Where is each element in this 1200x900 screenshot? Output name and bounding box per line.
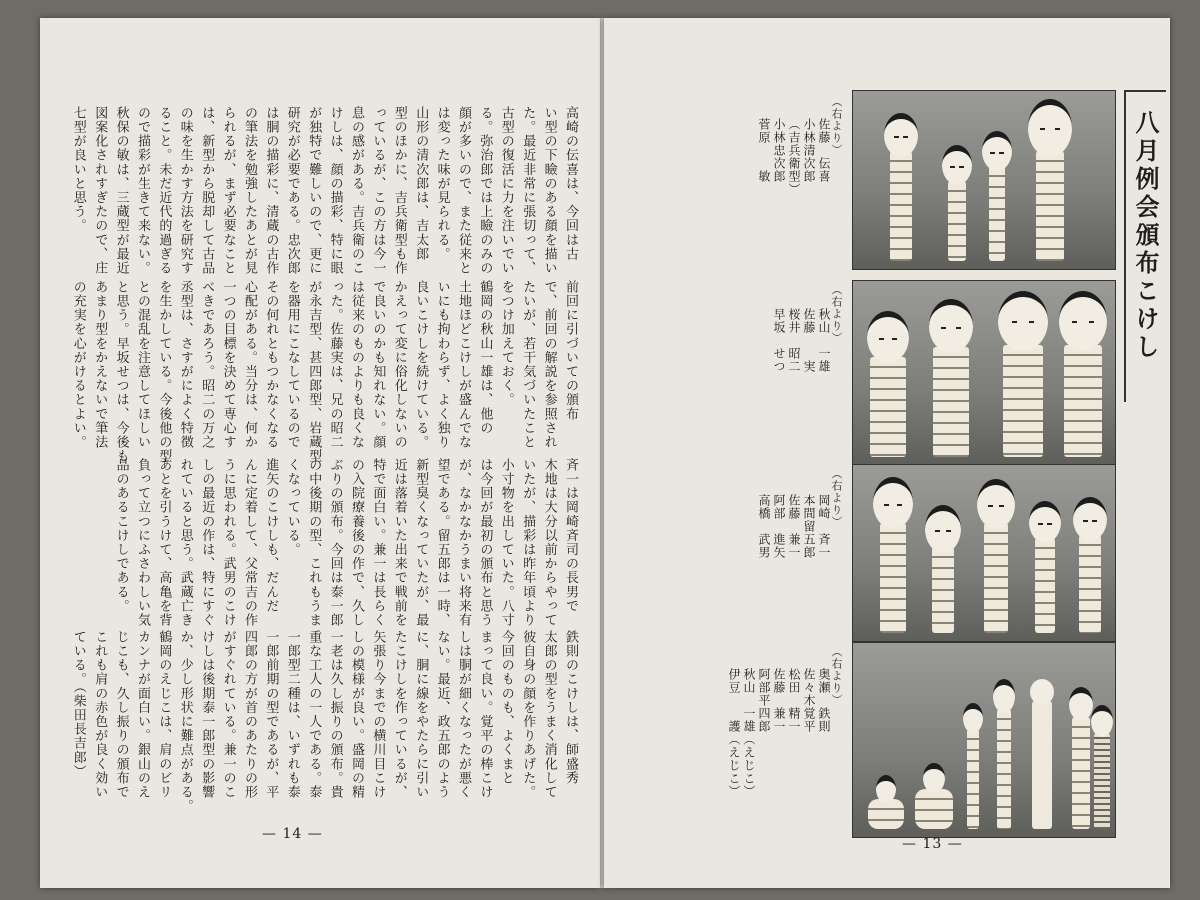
text-column: 一郎型二種は、いずれも泰 <box>284 630 300 800</box>
text-column: と思う。早坂せつは、今後も <box>113 280 129 464</box>
text-column: が永吉型、甚四郎型、岩蔵型 <box>306 280 322 464</box>
photo-caption-name: 本間留五郎 <box>802 494 816 559</box>
text-column: ぶりの頒布。今回は泰一郎 <box>327 458 343 628</box>
from-right-label: （右より） <box>830 468 843 528</box>
text-column: しは胴が細くなったが悪く <box>456 630 471 800</box>
text-column: これも肩の赤色が良く効い <box>92 630 108 800</box>
photo-caption-name: 佐藤 兼一 <box>772 668 786 733</box>
text-column: は変った味が見られる。 <box>434 106 450 262</box>
article-title: 八月例会頒布こけし <box>1131 110 1159 362</box>
text-column: かえって変に俗化しないの <box>391 280 407 450</box>
photo-caption-name: 菅原 敏 <box>757 118 771 183</box>
kokeshi-photo-1 <box>852 90 1116 270</box>
text-column: 秋保の敏は、三蔵型が最近 <box>113 106 129 276</box>
text-column: っているが、この方は今一 <box>370 106 386 276</box>
text-column: 負って立つにふさわしい気 <box>135 458 150 628</box>
photo-caption-name: 小林忠次郎 <box>772 118 786 183</box>
text-column: 鶴岡のえじこは、肩のビリ <box>156 630 172 800</box>
text-column: 特で面白い。兼一は長らく <box>370 458 386 628</box>
kokeshi-figure <box>939 141 975 261</box>
kokeshi-photo-3 <box>852 464 1116 642</box>
text-column: をつけ加えておく。 <box>498 280 514 407</box>
text-column: は今回が最初の頒布と思う <box>477 458 493 628</box>
kokeshi-figure <box>1091 699 1113 829</box>
photo-caption-name: 松田 精一 <box>787 668 801 733</box>
photo-caption-name: 秋山 一雄 <box>817 308 831 373</box>
kokeshi-figure <box>925 297 977 457</box>
text-column: れていると思う。武蔵亡き <box>177 458 193 628</box>
text-column: 木地は大分以前からやって <box>541 458 557 628</box>
photo-caption-name: 阿部 進矢 <box>772 494 786 559</box>
text-column: 息の感がある。吉兵衛のこ <box>349 106 364 276</box>
text-column: 心配がある。当分は、何か <box>242 280 257 450</box>
text-column: 高崎の伝喜は、今回は古 <box>563 106 578 262</box>
text-column: を生かしている。今後他の型 <box>156 280 172 464</box>
text-column: けしは後期泰一郎型の影響 <box>199 630 215 800</box>
text-column: その何れともつかなくなる <box>263 280 279 450</box>
text-column: の入院療養後の作で、久し <box>349 458 364 628</box>
kokeshi-figure <box>923 503 963 633</box>
text-column: 鉄則のこけしは、師盛秀 <box>563 630 578 786</box>
text-column: いにも拘わらず、よく独り <box>434 280 450 450</box>
text-column: 今回のものも、よくまと <box>498 630 514 786</box>
text-column: の味を生かす方法を研究す <box>177 106 193 276</box>
text-column: 一老は久し振りの頒布。貴 <box>327 630 343 800</box>
from-right-label: （右より） <box>830 646 843 706</box>
text-column: 顔が多いので、また従来と <box>456 106 471 276</box>
text-column: ので描彩が生きて来ない。 <box>135 106 150 276</box>
text-column: けしは、顔の描彩、特に眼 <box>327 106 343 276</box>
text-column: 研究が必要である。忠次郎 <box>284 106 300 276</box>
text-column: で良いのかも知れない。顔 <box>370 280 386 450</box>
text-column: 七型が良いと思う。 <box>70 106 86 233</box>
photo-caption-name: 高橋 武男 <box>757 494 771 559</box>
text-column: は従来のものよりも良くな <box>349 280 364 450</box>
text-column: った。佐藤実は、兄の昭二 <box>327 280 343 450</box>
text-column: で、前回の解説を参照され <box>541 280 557 450</box>
kokeshi-figure <box>871 473 915 633</box>
kokeshi-figure <box>979 126 1015 261</box>
text-column: 丞型は、さすがによく特徴 <box>177 280 193 450</box>
text-column: 一つの目標を決めて専心す <box>220 280 236 450</box>
text-column: べきであろう。昭二の万之 <box>199 280 215 450</box>
text-column: を器用にこなしているので <box>284 280 300 450</box>
text-column: 四郎の方が首のあたりの形 <box>242 630 257 800</box>
photo-caption-name: （吉兵衛型） <box>787 118 801 196</box>
left-page <box>40 18 600 888</box>
text-column: たいが、若干気づいたこと <box>520 280 536 450</box>
text-column: 鶴岡の秋山一雄は、他の <box>477 280 493 436</box>
photo-caption-name: 桜井 昭二 <box>787 308 801 373</box>
kokeshi-figure <box>1025 96 1075 261</box>
text-column: いたが、描彩は昨年頃より <box>520 458 536 628</box>
kokeshi-figure <box>961 699 985 829</box>
text-column: 一郎前期の型であるが、平 <box>263 630 279 800</box>
text-column: じこも、久し振りの頒布で <box>113 630 129 800</box>
text-column: が独特で難しいので、更に <box>306 106 322 276</box>
text-column: たこけしを作っているが、 <box>391 630 407 800</box>
from-right-label: （右より） <box>830 284 843 344</box>
right-page <box>604 18 1170 888</box>
kokeshi-figure <box>993 289 1053 457</box>
photo-caption-name: 伊豆 護（えじこ） <box>727 668 741 798</box>
kokeshi-figure <box>1071 493 1109 633</box>
text-column: ない。最近、政五郎のよう <box>434 630 450 800</box>
kokeshi-figure <box>881 101 921 261</box>
text-column: か、少し形状に難点がある。 <box>177 630 193 814</box>
text-column: に、胴に線をやたらに引い <box>413 630 429 800</box>
kokeshi-figure <box>1025 667 1059 829</box>
photo-caption-name: 秋山 一雄（えじこ） <box>742 668 756 798</box>
text-column: 矢張り今までの横川目こけ <box>370 630 386 800</box>
photo-caption-name: 佐々木覚平 <box>802 668 816 733</box>
text-column: 太郎の型をうまく消化して <box>541 630 557 800</box>
text-column: 彼自身の顔を作りあげた。 <box>520 630 536 800</box>
text-column: 型のほかに、吉兵衛型も作 <box>391 106 407 276</box>
text-column: 前回に引づいての頒布 <box>563 280 578 421</box>
text-column: しの模様が良い。盛岡の精 <box>349 630 364 800</box>
from-right-label: （右より） <box>830 96 843 156</box>
page-number-13: — 13 — <box>902 836 963 852</box>
photo-caption-name: 早坂 せつ <box>772 308 786 373</box>
ejiko-figure <box>865 779 907 829</box>
text-column: は胴の描彩に、清蔵の古作 <box>263 106 279 276</box>
text-column: の筆法を勉強したあとが見 <box>242 106 257 276</box>
text-column: くなっている。 <box>284 458 300 557</box>
text-column: られるが、まず必要なこと <box>220 106 236 276</box>
text-column: 良いこけしを続けている。 <box>413 280 429 450</box>
photo-caption-name: 佐藤 伝喜 <box>817 118 831 183</box>
text-column: しの最近の作は、特にすぐ <box>199 458 215 628</box>
text-column: 古型の復活に力を注いでい <box>498 106 514 276</box>
text-column: あとを引うけて、高亀を背 <box>156 458 172 628</box>
text-column: 進矢のこけしも、だんだ <box>263 458 279 614</box>
photo-caption-name: 岡崎 斉一 <box>817 494 831 559</box>
text-column: がすぐれている。兼一のこ <box>220 630 236 800</box>
text-column: 重な工人の一人である。泰 <box>306 630 322 800</box>
text-column: んに定着して、父常吉の作 <box>242 458 257 628</box>
text-column: い型の下瞼のある顔を描い <box>541 106 557 276</box>
text-column: あまり型をかえないで筆法 <box>92 280 108 450</box>
kokeshi-photo-2 <box>852 280 1116 466</box>
photo-caption-name: 佐藤 兼一 <box>787 494 801 559</box>
kokeshi-figure <box>1055 289 1111 457</box>
text-column: は、新型から脱却して古品 <box>199 106 215 276</box>
text-column: る。弥治郎では上瞼のみの <box>477 106 493 276</box>
page-number-14: — 14 — <box>262 826 323 842</box>
kokeshi-figure <box>975 473 1017 633</box>
text-column: の充実を心がけるとよい。 <box>70 280 86 450</box>
text-column: た。最近非常に張切って、 <box>520 106 536 276</box>
ejiko-figure <box>913 767 955 829</box>
text-column: 近は落着いた出来で戦前を <box>391 458 407 628</box>
text-column: ている。（柴田長吉郎） <box>70 630 86 779</box>
photo-caption-name: 阿部平四郎 <box>757 668 771 733</box>
text-column: 望である。留五郎は一時、 <box>434 458 450 628</box>
kokeshi-figure <box>863 307 913 457</box>
kokeshi-figure <box>991 669 1017 829</box>
text-column: 山形の清次郎は、吉太郎 <box>413 106 429 262</box>
text-column: 斉一は岡崎斉司の長男で <box>563 458 578 614</box>
text-column: 新型臭くなっていたが、最 <box>413 458 429 628</box>
text-column: の中後期の型、これもうま <box>306 458 322 628</box>
kokeshi-figure <box>1027 498 1063 633</box>
kokeshi-photo-4 <box>852 642 1116 838</box>
text-column: まって良い。覚平の棒こけ <box>477 630 493 800</box>
photo-caption-name: 奥瀬 鉄則 <box>817 668 831 733</box>
text-column: 図案化されすぎたので、庄 <box>92 106 108 276</box>
text-column: 品のあるこけしである。 <box>113 458 129 614</box>
text-column: ること。未だ近代的過ぎる <box>156 106 172 276</box>
photo-caption-name: 小林清次郎 <box>802 118 816 183</box>
text-column: が、なかなかうまい将来有 <box>456 458 471 628</box>
text-column: 小寸物を出していた。八寸 <box>498 458 514 628</box>
text-column: カンナが面白い。銀山のえ <box>135 630 150 800</box>
text-column: うに思われる。武男のこけ <box>220 458 236 628</box>
text-column: との混乱を注意してほしい <box>135 280 150 450</box>
photo-caption-name: 佐藤 実 <box>802 308 816 373</box>
text-column: 土地ほどこけしが盛んでな <box>456 280 471 450</box>
